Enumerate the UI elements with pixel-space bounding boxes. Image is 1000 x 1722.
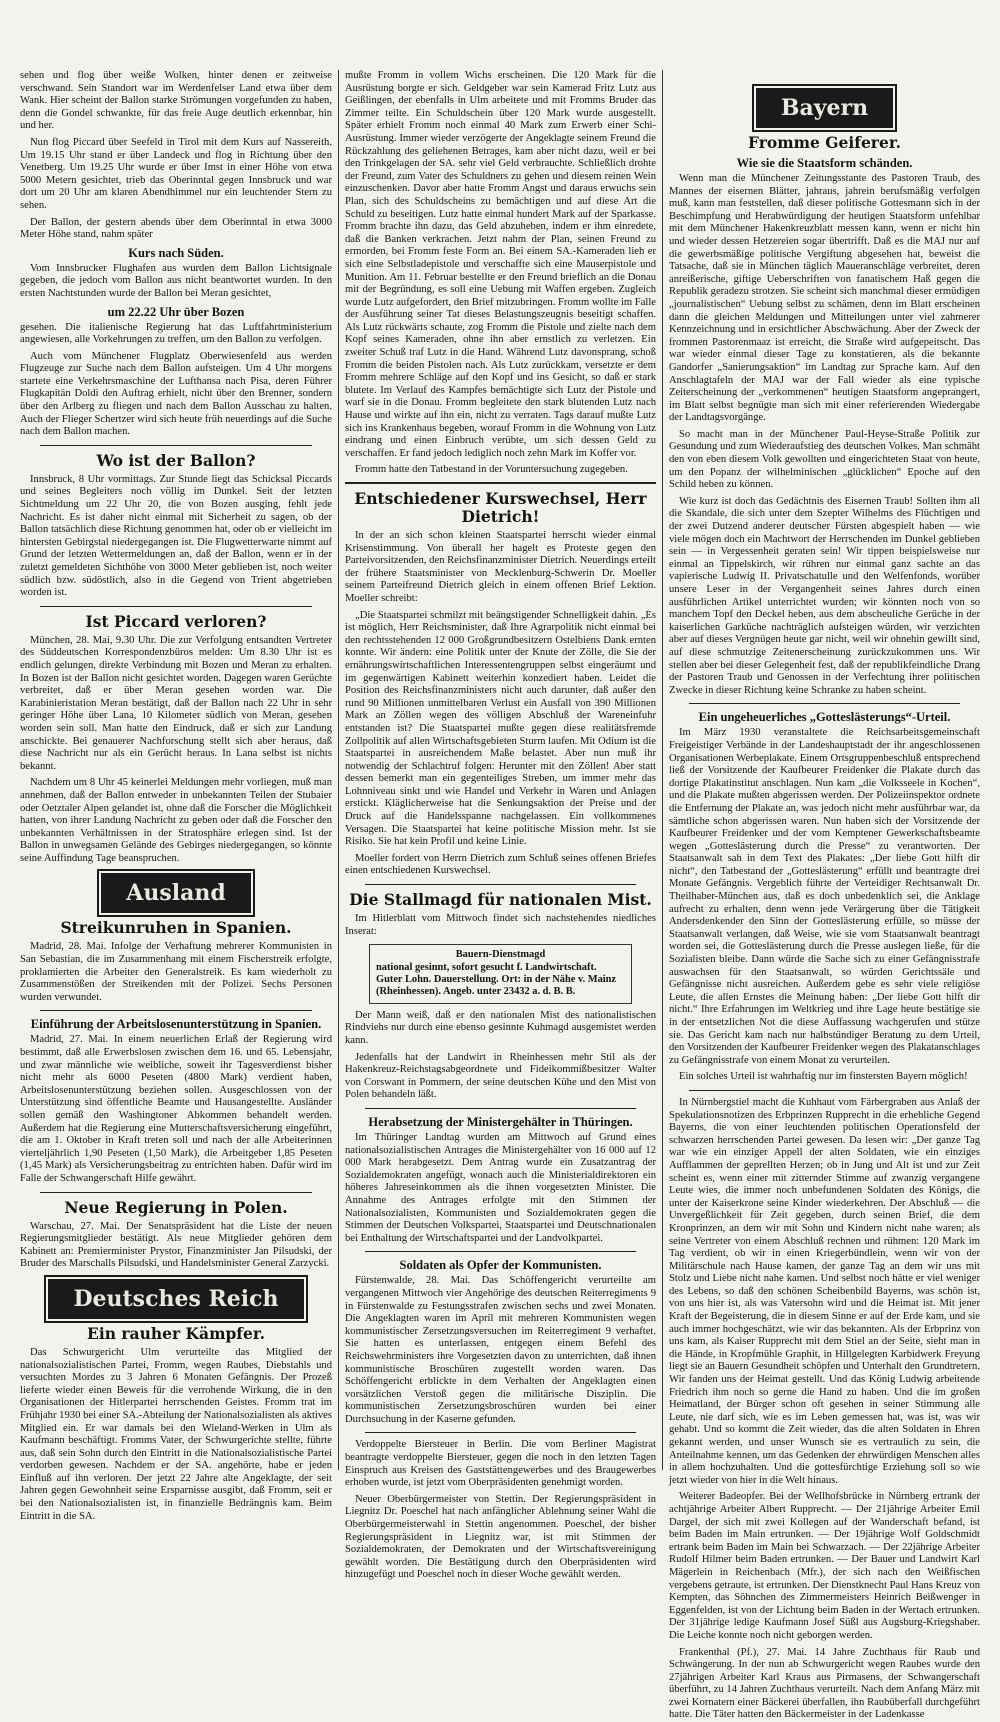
- paragraph: Der Ballon, der gestern abends über dem Oberinntal in etwa 3000 Meter Höhe stand, nahm später: [20, 217, 332, 242]
- divider: [689, 1090, 960, 1091]
- subheading: Kurs nach Süden.: [20, 246, 332, 260]
- paragraph: gesehen. Die italienische Regierung hat das Luftfahrtministerium angewiesen, alle Vorkehrungen zu treffen, um den Ballon zu verfolgen.: [20, 322, 332, 347]
- paragraph: Ein solches Urteil ist wahrhaftig nur im finstersten Bayern möglich!: [669, 1071, 980, 1084]
- divider: [40, 1192, 312, 1193]
- paragraph: Das Schwurgericht Ulm verurteilte das Mitglied der nationalsozialistischen Partei, Fromm, wegen Raubes, Diebstahls und versuchten Mordes zu 3 Jahren 6 Monaten Gefängnis. Der Prozeß lieferte wieder einen Beweis für die verrohende Wirkung, die in den Organisationen der Hitlerpartei herrschenden Geistes. Fromm trat im Frühjahr 1930 bei einer SA.-Abteilung der Nationalsozialisten als aktives Mitglied ein. Er war damals bei den Wieland-Werken in Ulm als Kaufmann beschäftigt. Fromms Vater, der Schwurgerichte stellte, führte aus, daß sein Sohn durch den Eintritt in die Nationalsozialistische Partei verdorben gewesen. Nachdem er der SA. angehörte, habe er jeden Einfluß auf ihn verloren. Der jetzt 22 Jahre alte Angeklagte, der seit Jahren gegen Gewohnheit seine Ersparnisse ausgibt, daß Fromm, seit er bei den Nationalsozialisten ist, in finanzielle Bedrängnis kam. Beim Eintritt in die SA.: [20, 1347, 332, 1523]
- paragraph: In Nürnbergstiel macht die Kuhhaut vom Färbergraben aus Anlaß der Spekulationsnotizen des Erbprinzen Rupprecht in die erhebliche Gegend Bayerns, die von einer leuchtenden politischen Operationsfeld der schwarzen herrschenden Partei gewesen. Da lesen wir: „Der ganze Tag war wie ein einziger Appell der alten Soldaten, wie ein einziges Aufflammen der geprellten Herzen; ob in Jung und Alt ist und zur Zeit scheint es, wenn einer mit zitternder Stimme auf zwanzig vergangene Leute wies, die immer noch unbefundenen Soldaten des Königs, die unter der Kaiserkrone seine Kinder wiederkehren. Der Abschluß — die Unvergeßlichkeit für Zeit gegeben, durch seinen Brief, die dem Kronprinzen, an dem wir mit Sohn und Kindern nicht nahe waren; als seine Vertreter von einem Abschluß rechnen und rühmen: 120 Mark im Tag verdient, ob wir in einen Kriegerbündlein, wenn wir von der Militärschule nach Hause kamen, der ganze Tag an dem wir uns mit Stolz und Liebe nicht nahe kamen. Und selbst noch hätte er viel weniger des Lebens, so daß den schönen Scheibenbild Bayerns, was schön ist, von uns hier ist, als was Vatersohn wird und die Heimat ist. Mit jener Kraft der Begeisterung, die in diesem Sinne er auf der Erde kam, und sie auch immer hochgeschätzt, wie wir das bekannten. Als der Erbprinz von uns kam, als Kaiser Rupprecht mit dem Stiel an der Seite, sieht man in die Hände, in Kropfmühle Graphit, in Hillgelegten Karbidwerk Freyung liegt sie an Bauern Gesundheit schöpfen und Unterhalt den Grundtretern. Wir fanden uns der Heimat gestellt. Und das König Ludwig arbeitende Friedrich ihm noch so gerne die Hand zu haben. Und die im großen Heimatland, der Bürger schon oft gesehen in seiner Stimmung alle Leute, nie darf sich, wie es im Leben gemessen hat, was ist, was wir gehabt. Und so kommt die Zeit wieder, das die alten Soldaten in Ehren gekannt werden, und unser Wunsch sie es vertraulich zu sein, die Anteilnahme kennen, um das Gedenken der ehrwürdigen Menschen alles in allem hochzuhalten. Und die gottesfürchtige Erziehung soll so wie jetzt wieder von hier in die Welt hinaus.: [669, 1097, 980, 1487]
- subheading: um 22.22 Uhr über Bozen: [20, 305, 332, 319]
- headline: Wo ist der Ballon?: [20, 452, 332, 470]
- paragraph: Wie kurz ist doch das Gedächtnis des Eisernen Traub! Sollten ihm all die Skandale, die sich unter dem Szepter Wilhelms des Flüchtigen und der zwei Dutzend anderer deutscher Fürsten abgespielt haben — wie viele mögen doch ein Machtwort der Herrschenden im Dunkel geblieben sein — in Vergessenheit geraten sein! Wir tippen beispielsweise nur einmal an Tippelskirch, wir rühren nur einmal ganz sachte an das vapierische Ludwig II. Privatschatulle und den Welfenfonds, worüber unsere Leser in der Vergangenheit seines Jahres durch einen ausführlichen Artikel unterrichtet wurden; wir könnten noch von so manchem Topf den Deckel heben, aus dem abscheuliche Gerüche in der kaiserlichen Garküche nachträglich aufsteigen würden, wir verzichten aber auf dieses Vergnügen heute gar nicht, weil wir ohnehin gewillt sind, auf diese schmutzige Zeitenerscheinung zurückzukommen uns. Wir stellen aber bei dieser Gelegenheit fest, daß der republikfeindliche Drang der Pastoren Traub und Genossen in der Verfechtung ihrer politischen Zwecke in dieser Richtung keine Schranke zu haben scheint.: [669, 496, 980, 698]
- subheading: Wie sie die Staatsform schänden.: [669, 156, 980, 170]
- paragraph: Nun flog Piccard über Seefeld in Tirol mit dem Kurs auf Nassereith. Um 19.15 Uhr stand er über Landeck und flog in Richtung über den Venetberg. Um 19.25 Uhr wurde er über Imst in einer Höhe von etwa 5000 Metern gesichtet, trieb das Oberinntal gegen Innsbruck und war dort um 20 Uhr am klaren Abendhimmel nur ein leuchtender Stern zu sehen.: [20, 137, 332, 213]
- section-banner-bayern: [669, 88, 980, 128]
- headline: Ein rauher Kämpfer.: [20, 1325, 332, 1343]
- paragraph: Fromm hatte den Tatbestand in der Voruntersuchung zugegeben.: [345, 464, 656, 477]
- divider: [40, 445, 312, 446]
- column-2: [338, 70, 662, 1470]
- section-banner-deutsches-reich: [20, 1279, 332, 1319]
- paragraph: Wenn man die Münchener Zeitungsstante des Pastoren Traub, des Mannes der eisernen Blätter, jahraus, jahrein berufsmäßig verfolgen muß, kann man feststellen, daß dieser politische Gottesmann sich in der Beschimpfung und Herabwürdigung der heutigen Staatsform unfehlbar mit dem Münchener Hakenkreuzblatt messen kann, wenn er nicht hin und wieder dessen Hetzereien sogar übertrifft. Daß es die MAJ nur auf die gewerbsmäßige politische Vergiftung abgesehen hat, beweist die Tatsache, daß sie in München täglich Maueranschläge verbreitet, deren anreißerische, giftige Ueberschriften von fanatischem Haß gegen die Republik geradezu strotzen. Sie scheint sich manchmal dieser ermüdigen „journalistischen“ Uebung selbst zu schämen, denn im Blatt erscheinen dann die gleichen Meldungen und Mitteilungen unter viel zahmerer Kennzeichnung und in ersichtlicher Abschwächung. Aber der Zweck der frommen Pastorenmaaz ist erreicht, die Straße wird aufgepeitscht. Das war wieder einmal dieser Tage zu konstatieren, als die bekannte Gandorfer „Sanierungsaktion“ im Landtag zur Sprache kam. Auf den Anschlagtafeln der MAJ war der Fall wieder als eine typische Zeiterscheinung der „verkommenen“ heutigen Staatsform angeprangert, im Blatt selbst begnügte man sich mit einer referierenden Wiedergabe der Landtagsvorgänge.: [669, 173, 980, 425]
- paragraph: So macht man in der Münchener Paul-Heyse-Straße Politik zur Gesundung und zum Wiederaufstieg des deutschen Volkes. Man schmäht den von eben diesem Volk gewollten und eingerichteten Staat von heute, um den Popanz der wilhelminischen „glücklichen“ Epoche auf den Schild heben zu können.: [669, 429, 980, 492]
- paragraph: sehen und flog über weiße Wolken, hinter denen er zeitweise verschwand. Sein Standort war im Werdenfelser Land etwa über dem Wank. Hier scheint der Ballon starke Strömungen vorgefunden zu haben, denn die Gondel schwankte, für das freie Auge deutlich erkennbar, hin und her.: [20, 70, 332, 133]
- paragraph: Im Thüringer Landtag wurden am Mittwoch auf Grund eines nationalsozialistischen Antrages die Ministergehälter von 16 000 auf 12 000 Mark herabgesetzt. Dem Antrag wurde ein Zusatzantrag der Sozialdemokraten angefügt, wonach auch die Ministerialdirektoren ein höheres Jahreseinkommen als die ihnen vorgesetzten Minister. Die Annahme des Antrages erfolgte mit den Stimmen der Nationalsozialisten, Kommunisten und Sozialdemokraten gegen die Stimmen der Deutschen Volkspartei, Staatspartei und Deutschnationalen bei Enthaltung der Wirtschaftspartei und der Landvolkpartei.: [345, 1132, 656, 1245]
- headline: Ein ungeheuerliches „Gotteslästerungs“-Urteil.: [669, 710, 980, 724]
- headline: Die Stallmagd für nationalen Mist.: [345, 891, 656, 909]
- paragraph: Der Mann weiß, daß er den nationalen Mist des nationalistischen Rindviehs nur durch eine ebenso gesinnte Kuhmagd ausgemistet werden kann.: [345, 1010, 656, 1048]
- section-title: Bayern: [756, 88, 893, 128]
- headline: Herabsetzung der Ministergehälter in Thüringen.: [345, 1115, 656, 1129]
- headline: Soldaten als Opfer der Kommunisten.: [345, 1258, 656, 1272]
- column-3: [662, 70, 986, 1470]
- headline: Ist Piccard verloren?: [20, 613, 332, 631]
- quote-paragraph: „Die Staatspartei schmilzt mit beängstigender Schnelligkeit dahin. „Es ist möglich, Herr Reichsminister, daß Ihre Agrarpolitik nicht einmal bei den rechtsstehenden 12 000 Großgrundbesitzern Ostelbiens Dank ernten konnte. Wir ändern: eine Politik unter der Knute der Zölle, die Sie der ernährungswirtschaftlichen Interessentengruppen selbst eingeräumt und im gegenwärtigen Kabinett weiterhin konzediert haben. Leidet die Position des Reichsfinanzministers nicht auch darunter, daß außer den rund 90 Millionen unmittelbaren Verlust ein Ausfall von 390 Millionen Mark an Zöllen wegen des völligen Abschluß der Wareneinfuhr entstanden ist? Die Staatspartei mußte gegen diese realitätsfremde Zollpolitik auf allen Wirtschaftsgebieten Sturm laufen. Mit Odium ist die Staatspartei in ausreichendem Maße belastet. Aber nun muß ihr notwendig der Schlachtruf folgen: Herunter mit den Zöllen! Aber statt dessen bemerkt man ein gegenteiliges Streben, um immer mehr das Lohnniveau sinkt und wie Handel und Verkehr in Waren und Anlagen erstickt. Kläglicherweise hat die Senkungsaktion der Preise und der Druck auf die Handelsspanne nachgelassen. Ein vollkommenes Versagen. Die Staatspartei hat keine politische Mission mehr. Ist sie Risiko. Sie hat kein Profil und keine Linie.: [345, 610, 656, 849]
- headline: Fromme Geiferer.: [669, 134, 980, 152]
- divider: [345, 482, 656, 484]
- headline: Einführung der Arbeitslosenunterstützung in Spanien.: [20, 1017, 332, 1031]
- section-title: Deutsches Reich: [48, 1279, 303, 1319]
- paragraph: Jedenfalls hat der Landwirt in Rheinhessen mehr Stil als der Hakenkreuz-Reichstagsabgeordnete und Fideikommißbesitzer Walter von Corswant in Pommern, der seine deutschen Kühe und den Mist von Polen behandeln läßt.: [345, 1052, 656, 1102]
- paragraph: Frankenthal (Pf.), 27. Mai. 14 Jahre Zuchthaus für Raub und Schwängerung. In der nun ab Schwurgericht wegen Raubes wurde den 27jährigen Arbeiter Karl Kraus aus Pirmasens, der Schwangerschaft überführt, zu 14 Jahren Zuchthaus verurteilt. Nach dem Anfang März mit zwei Kornatern einer Bäckerei überfallen, ihn Raubüberfall durchgeführt hatte. Die Täter hatten den Bäckermeister in der Ladenkasse: [669, 1647, 980, 1722]
- section-banner-ausland: [20, 873, 332, 913]
- divider: [365, 884, 636, 885]
- headline: Entschiedener Kurswechsel, Herr Dietrich!: [345, 490, 656, 526]
- paragraph: Im März 1930 veranstaltete die Reichsarbeitsgemeinschaft Freigeistiger Verbände in der Landeshauptstadt der ihr angeschlossenen Organisationen Werbeplakate. Einem Ortsgruppenbeschluß entsprechend ließ der Vorsitzende der Kaufbeurer Freidenker die Plakate durch das dortige Plakatinstitut anschlagen. Nun kam „die Volksseele in Kochen“, und die Plakate mußten abgerissen werden. Der Polizeiinspektor ordnete die Entfernung der Plakate an, was jedoch nicht mehr ausführbar war, da sämtliche schon abgerissen waren. Nun haben sich der Vorsitzende der Kaufbeurer Freidenker und der vom Kemptener Gewerkschaftsbeamte wegen „Gotteslästerung durch die Presse“ zu verantworten. Der Staatsanwalt sah in dem Text des Plakates: „Der liebe Gott hilft dir nicht“, den Tatbestand der „Gotteslästerung“ erfüllt und beantragte drei Monate Gefängnis. Vergeblich führte der Verteidiger Rechtsanwalt Dr. Theilhaber-München aus, daß es doch unbedenklich sei, die Anklage aufrecht zu erhalten, denn wenn jede Verärgerung über die Tätigkeit Andersdenkender den Sinn der Gotteslästerung erfülle, so müsse der Staatsanwalt verlangen, daß Weise, wie sie vom Staatsanwalt beantragt worden sei, die Gotteslästerung durch die Presse auslegen ließe, für die Sozialisten bleibe. Dann würde die Sache sich zu einer Gefängnisstrafe auswachsen für den Staatsanwalt, so würden Gerichtssäle und Gefängnisse nicht ausreichen. Außerdem gebe es sehr viele religiöse Leute, die allen Ernstes die Meinung haben: „Der liebe Gott hilft dir nicht.“ Ihre Erfahrungen im Weltkrieg und ihre Lage heute bestätige sie in der entsetzlichen Not die diese Auffassung wachgerufen und stütze sie. Das Gericht kam nach nur halbstündiger Beratung zu dem Urteil, den Vorsitzenden der Kaufbeurer Freidenker wegen des Plakatanschlages zu Gefängnisstrafe von einem Monat zu verurteilen.: [669, 727, 980, 1067]
- paragraph: Madrid, 28. Mai. Infolge der Verhaftung mehrerer Kommunisten in San Sebastian, die im Zusammenhang mit einem Fischerstreik erfolgte, proklamierten die Arbeiter den Generalstreik. Es kam wiederholt zu Zusammenstößen der Streikenden mit der Polizei. Sechs Personen wurden verwundet.: [20, 941, 332, 1004]
- paragraph: Nachdem um 8 Uhr 45 keinerlei Meldungen mehr vorliegen, muß man annehmen, daß der Ballon entweder in unbekannten Teilen der Stubaier oder Oetztaler Alpen gelandet ist, ohne daß die Forscher die Möglichkeit hatten, von ihrer Landung Nachricht zu geben oder daß die Forscher den unbekannten Verhältnissen in der Stratosphäre erlegen sind. Ist der Ballon in unwegsamen Gelände des Gebirges niedergegangen, so könnte seine Auffindung Tage beanspruchen.: [20, 777, 332, 865]
- headline: Streikunruhen in Spanien.: [20, 919, 332, 937]
- paragraph: München, 28. Mai, 9.30 Uhr. Die zur Verfolgung entsandten Vertreter des Süddeutschen Korrespondenzbüros melden: Um 8.30 Uhr ist es endlich gelungen, direkte Verbindung mit Bozen und Meran zu erhalten. In Bozen ist der Ballon nicht gesichtet worden. Dagegen waren Gerüchte verbreitet, daß er über Meran gesehen worden war. Die Karabinieristation Meran bestätigt, daß der Ballon nach 22 Uhr in sehr geringer Höhe über Lana, 10 Kilometer südlich von Meran, gesehen worden sein soll. Man hatte den Eindruck, daß er sich zur Landung anschickte. Bei genauerer Nachforschung stellt sich aber heraus, daß diese Nachricht nur als ein Gerücht heraus. In Lana selbst ist nichts bekannt.: [20, 635, 332, 774]
- paragraph: Vom Innsbrucker Flughafen aus wurden dem Ballon Lichtsignale gegeben, die jedoch vom Ballon aus nicht beantwortet wurden. In den ersten Nachtstunden wurde der Ballon bei Meran gesichtet,: [20, 263, 332, 301]
- paragraph: In der an sich schon kleinen Staatspartei herrscht wieder einmal Krisenstimmung. Von überall her hagelt es Proteste gegen den Parteivorsitzenden, den Reichsfinanzminister Dietrich. Neuerdings erteilt der frühere Staatsminister von Mecklenburg-Schwerin Dr. Moeller seinem Parteifreund Dietrich gleich in einem offenen Brief Lektion. Moeller schreibt:: [345, 530, 656, 606]
- column-1: [14, 70, 338, 1470]
- paragraph: Warschau, 27. Mai. Der Senatspräsident hat die Liste der neuen Regierungsmitglieder bestätigt. Als neue Mitglieder gehören dem Kabinett an: Premierminister Prystor, Finanzminister Jan Pilsudski, der Bruder des Marschalls Pilsudski, und Handelsminister General Zarzycki.: [20, 1221, 332, 1271]
- classified-ad: [369, 944, 632, 1004]
- divider: [689, 703, 960, 704]
- ad-text: national gesinnt, sofort gesucht f. Landwirtschaft. Guter Lohn. Dauerstellung. Ort: in der Nähe v. Mainz (Rheinhessen). Angeb. unter 23432 a. d. B. B.: [376, 962, 625, 999]
- paragraph: Neuer Oberbürgermeister von Stettin. Der Regierungspräsident in Liegnitz Dr. Poeschel hat nach anfänglicher Ablehnung seiner Wahl die Oberbürgermeisterwahl in Stettin angenommen. Poeschel, der bisher Regierungspräsident in Liegnitz war, ist mit Stimmen der Sozialdemokraten, der Demokraten und der Wirtschaftsvereinigung gewählt worden. Die Bestätigung durch den Oberpräsidenten wird hinzugefügt und Poeschel noch in dieser Woche gewählt werden.: [345, 1494, 656, 1582]
- divider: [365, 1432, 636, 1433]
- paragraph: mußte Fromm in vollem Wichs erscheinen. Die 120 Mark für die Ausrüstung borgte er sich. Geldgeber war sein Kamerad Fritz Lutz aus Geißlingen, der ebenfalls in Ulm arbeitete und mit Fromms Bruder das Zimmer teilte. Ein Schuldschein über 120 Mark wurde ausgestellt. Später erhielt Fromm noch einmal 40 Mark zum Erwerb einer Schi-Ausrüstung. Immer wieder verzögerte der Angeklagte seinem Freund die Rückzahlung des geliehenen Betrages, kam aber nicht dazu, weil er bei den Trinkgelagen der SA. sehr viel Geld verbrauchte. Schließlich drohte der Freund, zum Vater des Schuldners zu gehen und diesem reinen Wein einzuschenken. Davor aber hatte Fromm Angst und daraus erwuchs sein Plan, sich des Schuldscheins zu bemächtigen und auf diese Art die Schuld zu beseitigen. Lutz hatte einmal hundert Mark auf der Sparkasse. Fromm brachte ihn dazu, das Geld abzuheben, indem er ihm einredete, daß die Banken verkrachen. Jetzt nahm der Plan, seinen Freund zu ermorden, bei Fromm feste Form an. Bei einem SA.-Kameraden lieh er sich eine Selbstladepistole und verschaffte sich eine Mauserpistole und Munition. Am 11. Februar bestellte er den Freund brieflich an die Donau mit der Begründung, es soll eine Uebung mit Waffen ergeben. Zugleich wurde Lutz aufgefordert, den Brief mitzubringen. Fromm wollte im Falle der Ausführung seiner Tat dieses Belastungszeugnis beseitigt schaffen. Als Lutz rückwärts schaute, zog Fromm die Pistole und zielte nach dem Kopf seines Kameraden, ohne ihn aber ernstlich zu verletzen. Ein zweiter Schuß traf Lutz in die Hand. Während Lutz davonsprang, schoß Fromm die beiden Pistolen nach. Als Lutz zurückkam, versetzte er dem Fromm mehrere Schläge auf den Kopf und ins Gesicht, so daß er stark blutete. Im Verlauf des Kampfes bemächtigte sich Lutz der Pistole und warf sie in die Donau. Fromm begleitete den stark blutenden Lutz nach Hause und wirkte auf ihn ein, nicht zu verraten. Tags darauf mußte Lutz sich ins Krankenhaus begeben, worauf Fromm in die Wohnung von Lutz eindrang und einen Einbruch verübte, um sich dessen Geld zu verschaffen. Er fand jedoch lediglich noch zehn Mark im Koffer vor.: [345, 70, 656, 460]
- divider: [40, 1010, 312, 1011]
- paragraph: Fürstenwalde, 28. Mai. Das Schöffengericht verurteilte am vergangenen Mittwoch vier Angehörige des deutschen Reiterregiments 9 in Fürstenwalde zu Festungsstrafen zwischen sechs und zwei Monaten. Die Angeklagten waren im April mit mehreren Kommunisten wegen kommunistischer Zersetzungsversuchen im Reiterregiment 9 verhaftet. Sie hatten es unterlassen, entgegen einem Befehl des Reichswehrministers ihre Vorgesetzten davon zu unterrichten, daß ihnen kommunistische Broschüren zugestellt worden waren. Das Schöffengericht erblickte in dem Verhalten der Angeklagten einen vorsätzlichen Verstoß gegen die militärische Disziplin. Die kommunistischen Zersetzungsbroschüren wurden bei einer Durchsuchung in der Kaserne gefunden.: [345, 1275, 656, 1426]
- paragraph: Moeller fordert von Herrn Dietrich zum Schluß seines offenen Briefes einen entschiedenen Kurswechsel.: [345, 853, 656, 878]
- paragraph: Auch vom Münchener Flugplatz Oberwiesenfeld aus werden Flugzeuge zur Suche nach dem Ballon aufsteigen. Um 4 Uhr morgens startete eine Verkehrsmaschine der Lufthansa nach Pisa, deren Führer Flugkapitän Doldi den Auftrag erhielt, nicht über den Brenner, sondern über den Arlberg zu fliegen und nach dem Ballon Ausschau zu halten. Auch der Flieger Schertzer wird sich heute früh neuerdings auf die Suche nach dem Ballon machen.: [20, 351, 332, 439]
- paragraph: Madrid, 27. Mai. In einem neuerlichen Erlaß der Regierung wird bestimmt, daß alle Erwerbslosen zwischen dem 16. und 65. Lebensjahr, und zwar männliche wie weibliche, soweit ihr Tagesverdienst bisher nicht mehr als 6000 Peseten (4800 Mark) verdient haben, Arbeitslosenunterstützung beziehen sollen. Ausgeschlossen von der Unterstützung sind öffentliche Beamte und Hausangestellte. Ausländer sollen gemäß den Washingtoner Abkommen behandelt werden. Außerdem hat die Regierung eine Mutterschaftsversicherung eingeführt, die am 1. Oktober in Kraft treten soll und nach der alle Arbeiterinnen vierteljährlich 1,90 Peseten (1,50 Mark), die Arbeitgeber 1,85 Peseten (1,45 Mark) als Versicherungsbeitrag zu entrichten haben. Dafür wird im Falle der Schwangerschaft Hilfe gewährt.: [20, 1034, 332, 1185]
- paragraph: Im Hitlerblatt vom Mittwoch findet sich nachstehendes niedliches Inserat:: [345, 913, 656, 938]
- divider: [40, 606, 312, 607]
- divider: [365, 1251, 636, 1252]
- headline: Neue Regierung in Polen.: [20, 1199, 332, 1217]
- section-title: Ausland: [101, 873, 250, 913]
- divider: [365, 1108, 636, 1109]
- paragraph: Weiterer Badeopfer. Bei der Wellhofsbrücke in Nürnberg ertrank der achtjährige Arbeiter Albert Rupprecht. — Der 21jährige Arbeiter Emil Dargel, der sich mit zwei Kollegen auf der Wanderschaft befand, ist beim Baden im Main ertrunken. — Der 19jährige Wolf Goldschmidt ertrank beim Baden im Main bei Schwarzach. — Der 22jährige Arbeiter Rudolf Hilmer beim Baden ertrunken. — Der Bauer und Landwirt Karl Mägerlein in Reichenbach (Mfr.), der sich nach den Weißfischen vergebens getraute, ist ertrunken. Der Dienstknecht Paul Hans Kreuz von Kempten, das Söhnchen des Zimmermeisters Heinrich Beißwenger in Eggenfelden, ist von der Lichtung beim Baden in der Wertach ertrunken. Der 31jährige ledige Kaufmann Josef Süßl aus Augsburg-Kriegshaber. Die Leiche konnte noch nicht geborgen werden.: [669, 1491, 980, 1642]
- ad-title: Bauern-Dienstmagd: [376, 949, 625, 961]
- paragraph: Innsbruck, 8 Uhr vormittags. Zur Stunde liegt das Schicksal Piccards und seines Begleiters noch völlig im Dunkel. Seit der letzten Sichtmeldung um 22 Uhr 20, die von Bozen ausging, fehlt jede Nachricht. Es ist daher nicht einmal mit Sicherheit zu sagen, ob der Ballon tatsächlich diese Richtung genommen hat, oder ob er vielleicht im hintersten Gebirgstal niedergegangen ist. Die Flugwetterwarte nimmt auf Grund der letzten Wettermeldungen an, daß der Ballon, wenn er in der zuletzt gemeldeten Sichthöhe von 3000 Meter geblieben ist, noch weiter südlich bzw. südöstlich, also in die Gegend von Trient abgetrieben worden ist.: [20, 474, 332, 600]
- paragraph: Verdoppelte Biersteuer in Berlin. Die vom Berliner Magistrat beantragte verdoppelte Biersteuer, gegen die noch in den letzten Tagen Einspruch aus Kreisen des Gaststättengewerbes und des Braugewerbes erhoben wurde, ist jetzt vom Oberpräsidenten genehmigt worden.: [345, 1439, 656, 1489]
